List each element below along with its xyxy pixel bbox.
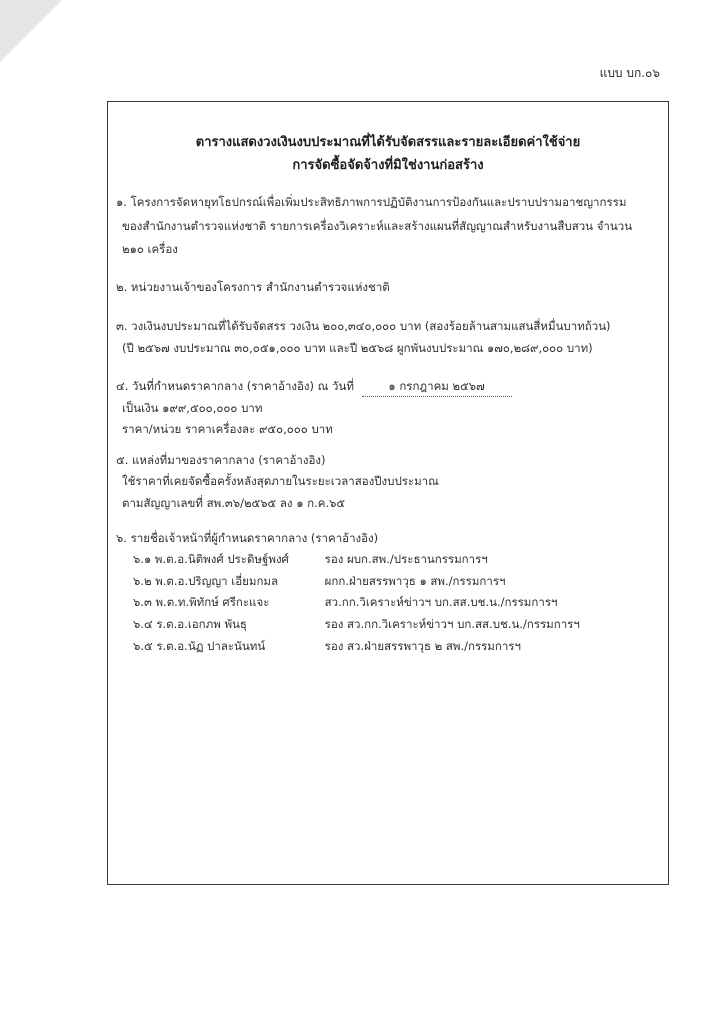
item4-line2: เป็นเงิน ๑๙๙,๕๐๐,๐๐๐ บาท [122,401,263,415]
committee-member-row [133,594,557,612]
member-name: ๖.๔ ร.ต.อ.เอกภพ พันธุ [133,617,247,631]
item4-date: ๑ กรกฎาคม ๒๕๖๗ [362,378,512,397]
member-position: รอง ผบก.สพ./ประธานกรรมการฯ [324,552,488,566]
page-corner-fold [0,0,62,62]
form-code: แบบ บก.๐๖ [599,66,660,80]
item6-line1: ๖. รายชื่อเจ้าหน้าที่ผู้กำหนดราคากลาง (ราคาอ้างอิง) [116,531,379,545]
member-position: รอง สว.กก.วิเคราะห์ข่าวฯ บก.สส.บช.น./กรรมการฯ [324,617,580,631]
committee-member-row [133,638,521,656]
member-name: ๖.๕ ร.ต.อ.นัฏ ปาละนันทน์ [133,639,266,653]
member-name: ๖.๑ พ.ต.อ.นิติพงศ์ ประดิษฐ์พงศ์ [133,552,289,566]
item3-line2: (ปี ๒๕๖๗ งบประมาณ ๓๐,๐๕๑,๐๐๐ บาท และปี ๒๕๖๘ ผูกพันงบประมาณ ๑๗๐,๒๘๙,๐๐๐ บาท) [122,341,593,355]
member-name: ๖.๓ พ.ต.ท.พิทักษ์ ศรีกะแจะ [133,595,270,609]
item5-line3: ตามสัญญาเลขที่ สพ.๓๖/๒๕๖๕ ลง ๑ ก.ค.๖๕ [122,496,346,510]
document-frame [107,101,669,885]
member-position: สว.กก.วิเคราะห์ข่าวฯ บก.สส.บช.น./กรรมการฯ [324,595,558,609]
item3-line1: ๓. วงเงินงบประมาณที่ได้รับจัดสรร วงเงิน ๒๐๐,๓๔๐,๐๐๐ บาท (สองร้อยล้านสามแสนสี่หมื่นบาทถ้วน) [116,319,611,333]
committee-member-row [133,616,580,634]
member-position: ผกก.ฝ่ายสรรพาวุธ ๑ สพ./กรรมการฯ [324,574,506,588]
committee-member-row [133,551,488,569]
item4-line1 [116,378,512,397]
item1-line2: ของสำนักงานตำรวจแห่งชาติ รายการเครื่องวิเคราะห์และสร้างแผนที่สัญญาณสำหรับงานสืบสวน จำนวน [122,219,633,233]
member-position: รอง สว.ฝ่ายสรรพาวุธ ๒ สพ./กรรมการฯ [324,639,521,653]
item4-label: ๔. วันที่กำหนดราคากลาง (ราคาอ้างอิง) ณ วันที่ [116,379,354,393]
item4-line3: ราคา/หน่วย ราคาเครื่องละ ๙๕๐,๐๐๐ บาท [122,422,333,436]
item2-line1: ๒. หน่วยงานเจ้าของโครงการ สำนักงานตำรวจแห่งชาติ [116,280,390,294]
committee-member-row [133,573,506,591]
item1-line1: ๑. โครงการจัดหายุทโธปกรณ์เพื่อเพิ่มประสิทธิภาพการปฏิบัติงานการป้องกันและปราบปรามอาชญากรรม [116,195,627,209]
item5-line1: ๕. แหล่งที่มาของราคากลาง (ราคาอ้างอิง) [116,453,326,467]
item1-line3: ๒๑๐ เครื่อง [122,242,178,256]
document-title-line2: การจัดซื้อจัดจ้างที่มิใช่งานก่อสร้าง [292,158,484,173]
document-title-line1: ตารางแสดงวงเงินงบประมาณที่ได้รับจัดสรรและรายละเอียดค่าใช้จ่าย [195,135,581,150]
member-name: ๖.๒ พ.ต.อ.ปริญญา เอี่ยมกมล [133,574,279,588]
item5-line2: ใช้ราคาที่เคยจัดซื้อครั้งหลังสุดภายในระยะเวลาสองปีงบประมาณ [122,474,439,488]
